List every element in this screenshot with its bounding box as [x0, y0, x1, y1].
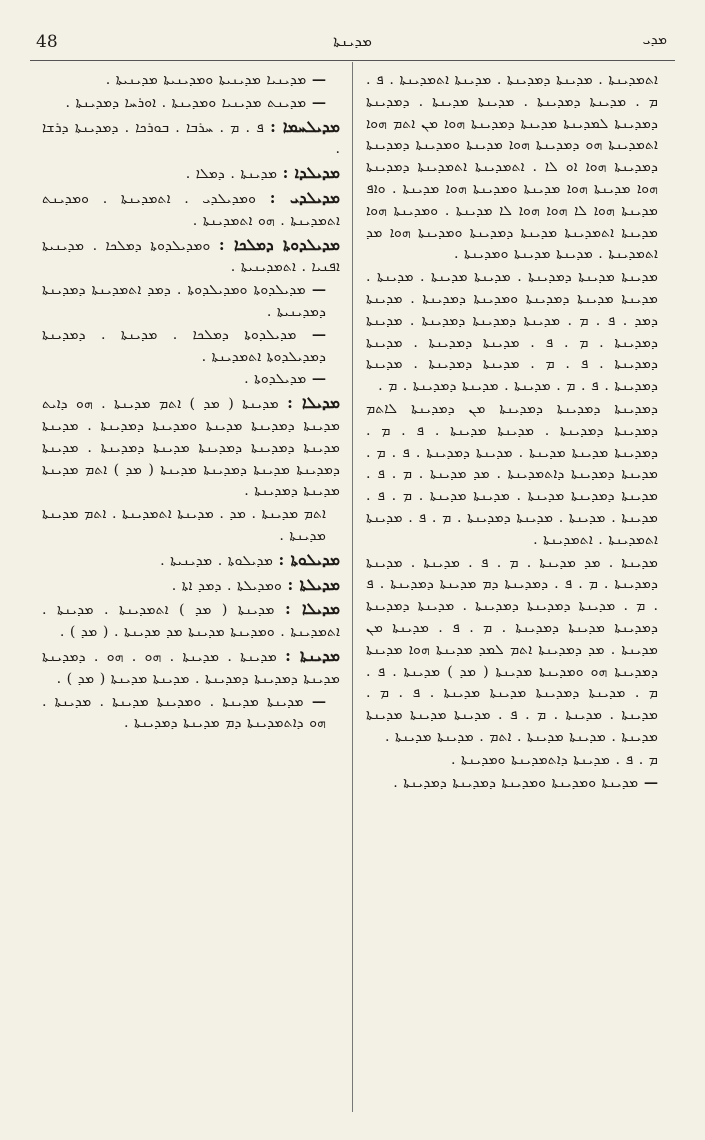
entry-dash: — [311, 72, 326, 88]
entry-headword: ܡܕܝܠܬܐ : [287, 574, 340, 594]
entry-text: ܡܕܝܢܬܐ . ܡܕܝܢܬܐ . ܗܘ . ܗܘ . ܕܡܕܝܢܬܐ ܡܕܝܢܬܐ ܕܡܕܝܢܬܐ ܕܡܕܝܢܬܐ . ܡܕܝܢܬܐ ܡܕܝܢܬܐ ( ܡܕ ) . [42, 648, 340, 687]
entry-headword: ܡܕܝܠܐ : [284, 599, 340, 619]
left-column [42, 70, 340, 736]
entry-text: ܡܕܝܢܬܐ ܡܕܝܢܬܐ . ܘܡܕܝܢܬܐ ܡܕܝܢܬܐ . ܡܕܝܢܬܐ . ܗܘ ܕܐܬܡܕܝܢܬܐ ܕܡ ܡܕܝܢܬܐ ܕܡܕܝܢܬܐ . [42, 693, 326, 732]
entry-headword: ܡܕܝܠܕܝ : [269, 187, 340, 207]
entry-text: ܡܕܝܢܬܐ . ܕܡܠܐ . [185, 166, 278, 183]
dictionary-entry [42, 692, 340, 736]
entry-text: ܡ . ܦ . ܡܕܝܢܬܐ ܕܐܬܡܕܝܢܬܐ ܘܡܕܝܢܬܐ . [451, 751, 658, 768]
dictionary-entry [42, 549, 340, 573]
entry-dash: — [311, 693, 326, 710]
entry-text: ܡܕܝܢܝܐ ܡܕܝܢܝܬܐ ܘܡܕܝܢܝܬܐ ܡܕܝܢܝܬܐ . [105, 72, 307, 88]
entry-text: ܘܡܕܝܠܕܝ . ܐܬܡܕܝܢܬܐ . ܘܡܕܝܢܬ ܐܬܡܕܝܢܬܐ . ܗܘ ܐܬܡܕܝܢܬܐ . [42, 190, 340, 229]
catchword: ܡܕܝ [642, 32, 667, 48]
dictionary-entry [42, 93, 340, 115]
entry-dash: — [311, 371, 326, 388]
dictionary-entry [42, 234, 340, 280]
entry-headword: ܡܕܝܠܚܡܐ : [270, 116, 340, 136]
entry-text: ܘܡܕܝܠܕܘܬܐ ܕܡܠܟܐ . ܡܕܝܢܝܬܐ ܐܦܢܝܐ . ܐܬܡܕܝܢܝܬܐ . [42, 237, 340, 276]
dictionary-entry [42, 392, 340, 503]
dictionary-entry [42, 504, 340, 548]
dictionary-entry [366, 750, 672, 772]
header-rule [30, 60, 675, 61]
entry-text: ܡܕܝܠܕܘܬܐ . [244, 371, 307, 388]
running-title: ܡܕܝܢܬܐ [333, 32, 372, 50]
entry-text: ܡܕܝܢܬܐ ܡܕܝܢܬܐ ܕܡܕܝܢܬܐ . ܡܕܝܢܬܐ ܡܕܝܢܬܐ . ܡܕܝܢܬܐ . ܡܕܝܢܬܐ ܡܕܝܢܬܐ ܕܡܕܝܢܬܐ ܘܡܕܝܢܬܐ ܕܡܕܝܢܬܐ . ܡܕܝܢܬܐ ܕܡܕ . ܦ . ܡ . ܡܕܝܢܬܐ ܕܡܕܝܢܬܐ ܕܡܕܝܢܬܐ . ܡܕܝܢܬܐ ܕܡܕܝܢܬܐ . ܡ . ܦ . ܡܕܝܢܬܐ ܕܡܕܝܢܬܐ . ܡܕܝܢܬܐ ܕܡܕܝܢܬܐ . ܦ . ܡ . ܡܕܝܢܬܐ ܕܡܕܝܢܬܐ . ܡܕܝܢܬܐ ܕܡܕܝܢܬܐ . ܦ . ܡ . ܡܕܝܢܬܐ . ܡܕܝܢܬܐ ܕܡܕܝܢܬܐ . ܡ . [366, 269, 658, 395]
dictionary-entry [42, 280, 340, 324]
dictionary-entry [42, 645, 340, 691]
page-header [30, 32, 675, 56]
entry-text: ܡܕܝܢܬܐ ( ܡܕ ) ܐܬܡܕܝܢܬܐ . ܡܕܝܢܬܐ . ܐܬܡܕܝܢܬܐ . ܘܡܕܝܢܬܐ ܡܕܝܢܬܐ ܡܕ ܡܕܝܢܬܐ . ( ܡܕ ) . [42, 602, 340, 641]
entry-dash: — [311, 282, 326, 299]
dictionary-entry [42, 162, 340, 186]
dictionary-entry [366, 399, 672, 552]
column-divider [352, 62, 353, 1112]
dictionary-entry [42, 325, 340, 369]
dictionary-entry [366, 773, 672, 795]
entry-text: ܘܡܕܝܠܬܐ . ܕܡܕ ܐܬܐ . [171, 577, 282, 594]
dictionary-entry [42, 70, 340, 92]
entry-text: ܐܬܡ ܡܕܝܢܬܐ . ܡܕ . ܡܕܝܢܬܐ ܐܬܡܕܝܢܬܐ . ܐܬܡ ܡܕܝܢܬܐ ܡܕܝܢܬܐ . [42, 506, 326, 544]
entry-text: ܦ . ܡ . ܚܪܒܐ . ܒܘܪܟܐ . ܕܡܕܝܢܬܐ ܕܪܫܐ . [42, 119, 340, 158]
entry-text: ܡܕܝܠܕܘܬܐ ܘܡܕܝܠܕܘܬܐ . ܕܡܕ ܐܬܡܕܝܢܬܐ ܕܡܕܝܢܬܐ ܕܡܕܝܢܝܬܐ . [42, 282, 326, 320]
entry-text: ܡܕܝܢܬܐ . ܡܕ ܡܕܝܢܬܐ . ܡ . ܦ . ܡܕܝܢܬܐ . ܡܕܝܢܬܐ ܕܡܕܝܢܬܐ . ܡ . ܦ . ܕܡܕܝܢܬܐ ܕܡ ܡܕܝܢܬܐ ܕܡܕܝܢܬܐ . ܦ . ܡ . ܡܕܝܢܬܐ ܕܡܕܝܢܬܐ ܕܡܕܝܢܬܐ . ܡܕܝܢܬܐ ܕܡܕܝܢܬܐ ܕܡܕܝܢܬܐ ܡܕܝܢܬܐ ܕܡܕܝܢܬܐ . ܡ . ܦ . ܡܕܝܢܬܐ ܡܢ ܡܕܝܢܬܐ . ܡܕ ܕܡܕܝܢܬܐ ܐܬܡ ܠܡܕ ܡܕܝܢܬܐ ܗܘܐ ܡܕܝܢܬܐ ܕܡܕܝܢܬܐ ܗܘ ܘܡܕܝܢܬܐ ܡܕܝܢܬܐ ( ܡܕ ) ܡܕܝܢܬܐ . ܦ . ܡ . ܡܕܝܢܬܐ ܕܡܕܝܢܬܐ ܡܕܝܢܬܐ ܡܕܝܢܬܐ . ܦ . ܡ . ܡܕܝܢܬܐ . ܡܕܝܢܬܐ . ܡ . ܦ . ܡܕܝܢܬܐ ܡܕܝܢܬܐ ܡܕܝܢܬܐ ܡܕܝܢܬܐ . ܡܕܝܢܬܐ ܡܕܝܢܬܐ . ܐܬܡ . ܡܕܝܢܬܐ ܡܕܝܢܬܐ . [366, 554, 658, 745]
dictionary-entry [366, 70, 672, 266]
entry-dash: — [311, 94, 326, 111]
entry-text: ܡܕܝܠܘܬܐ . ܡܕܝܢܝܬܐ . [160, 552, 273, 569]
dictionary-entry [42, 598, 340, 644]
entry-text: ܐܬܡܕܝܢܬܐ . ܡܕܝܢܬܐ ܕܡܕܝܢܬܐ . ܡܕܝܢܬܐ ܐܬܡܕܝܢܬܐ . ܦ . ܡ . ܡܕܝܢܬܐ ܕܡܕܝܢܬܐ . ܡܕܝܢܬܐ ܡܕܝܢܬܐ . ܕܡܕܝܢܬܐ ܕܡܕܝܢܬܐ ܠܡܕܝܢܬܐ ܡܕܝܢܬܐ ܕܡܕܝܢܬܐ ܗܘܐ ܡܢ ܐܬܡ ܗܘܐ ܐܬܡܕܝܢܬܐ ܗܘ ܕܡܕܝܢܬܐ ܗܘܐ ܡܕܝܢܬܐ ܘܡܕܝܢܬܐ ܕܡܕܝܢܬܐ ܕܡܕܝܢܬܐ ܗܘܐ ܐܘ ܠܐ . ܐܬܡܕܝܢܬܐ ܐܬܡܕܝܢܬܐ ܕܡܕܝܢܬܐ ܗܘܐ ܡܕܝܢܬܐ ܗܘܐ ܡܕܝܢܬܐ ܘܡܕܝܢܬܐ ܗܘܐ ܡܕܝܢܬܐ . ܘܐܦ ܡܕܝܢܬܐ ܗܘܐ ܠܐ ܗܘܐ ܗܘܐ ܠܐ ܡܕܝܢܬܐ . ܘܡܕܝܢܬܐ ܗܘܐ ܡܕܝܢܬܐ ܐܬܡܕܝܢܬܐ ܡܕܝܢܬܐ ܕܡܕܝܢܬܐ ܘܡܕܝܢܬܐ ܗܘܐ ܡܕ ܐܬܡܕܝܢܬܐ . ܡܕܝܢܬܐ ܡܕܝܢܬܐ ܘܡܕܝܢܬܐ . [366, 72, 658, 263]
dictionary-entry [42, 574, 340, 598]
page-number: 48 [36, 32, 58, 52]
dictionary-entry [366, 553, 672, 749]
entry-dash: — [643, 774, 658, 791]
entry-text: ܡܕܝܢܬ ܡܕܝܢܝܐ ܘܡܕܝܢܬܐ . ܐܘܪܚܐ ܕܡܕܝܢܬܐ . [65, 94, 307, 111]
entry-headword: ܡܕܝܠܐ : [287, 393, 340, 413]
dictionary-entry [42, 116, 340, 162]
entry-headword: ܡܕܝܠܕܐ : [282, 163, 340, 183]
right-column [366, 70, 672, 795]
entry-headword: ܡܕܝܠܘܬܐ : [278, 549, 340, 569]
dictionary-entry [42, 369, 340, 391]
entry-headword: ܡܕܝܠܕܘܬܐ ܕܡܠܟܐ : [218, 234, 340, 254]
dictionary-entry [366, 267, 672, 398]
entry-text: ܡܕܝܠܕܘܬܐ ܕܡܠܟܐ . ܡܕܝܢܬܐ . ܕܡܕܝܢܬܐ ܕܡܕܝܠܕܘܬܐ ܐܬܡܕܝܢܬܐ . [42, 326, 326, 365]
entry-text: ܕܡܕܝܢܬܐ ܕܡܕܝܢܬܐ ܕܡܕܝܢܬܐ ܡܢ ܕܡܕܝܢܬܐ ܠܐܬܡ ܕܡܕܝܢܬܐ ܕܡܕܝܢܬܐ . ܡܕܝܢܬܐ ܡܕܝܢܬܐ . ܦ . ܡ . ܕܡܕܝܢܬܐ ܡܕܝܢܬܐ ܡܕܝܢܬܐ . ܡܕܝܢܬܐ ܕܡܕܝܢܬܐ . ܦ . ܡ . ܡܕܝܢܬܐ ܕܡܕܝܢܬܐ ܕܐܬܡܕܝܢܬܐ . ܡܕ ܡܕܝܢܬܐ . ܡ . ܦ . ܡܕܝܢܬܐ ܕܡܕܝܢܬܐ ܡܕܝܢܬܐ . ܡܕܝܢܬܐ ܡܕܝܢܬܐ . ܡ . ܦ . ܡܕܝܢܬܐ . ܡܕܝܢܬܐ . ܡܕܝܢܬܐ ܕܡܕܝܢܬܐ . ܡ . ܦ . ܡܕܝܢܬܐ ܐܬܡܕܝܢܬܐ . ܐܬܡܕܝܢܬܐ . [366, 400, 658, 548]
entry-text: ܡܕܝܢܬܐ ( ܡܕ ) ܐܬܡ ܡܕܝܢܬܐ . ܗܘ ܕܐܝܬ ܡܕܝܢܬܐ ܕܡܕܝܢܬܐ ܡܕܝܢܬܐ ܘܡܕܝܢܬܐ ܕܡܕܝܢܬܐ . ܡܕܝܢܬܐ ܡܕܝܢܬܐ ܕܡܕܝܢܬܐ ܕܡܕܝܢܬܐ ܡܕܝܢܬܐ ܕܡܕܝܢܬܐ . ܡܕܝܢܬܐ ܕܡܕܝܢܬܐ ܡܕܝܢܬܐ ܕܡܕܝܢܬܐ ܡܕܝܢܬܐ ( ܡܕ ) ܐܬܡ ܡܕܝܢܬܐ ܡܕܝܢܬܐ ܕܡܕܝܢܬܐ . [42, 396, 340, 500]
entry-headword: ܡܕܝܢܬܐ : [285, 645, 341, 665]
entry-dash: — [311, 326, 326, 343]
dictionary-entry [42, 187, 340, 233]
entry-text: ܡܕܝܢܬܐ ܘܡܕܝܢܬܐ ܘܡܕܝܢܬܐ ܕܡܕܝܢܬܐ ܕܡܕܝܢܬܐ . [393, 774, 639, 791]
